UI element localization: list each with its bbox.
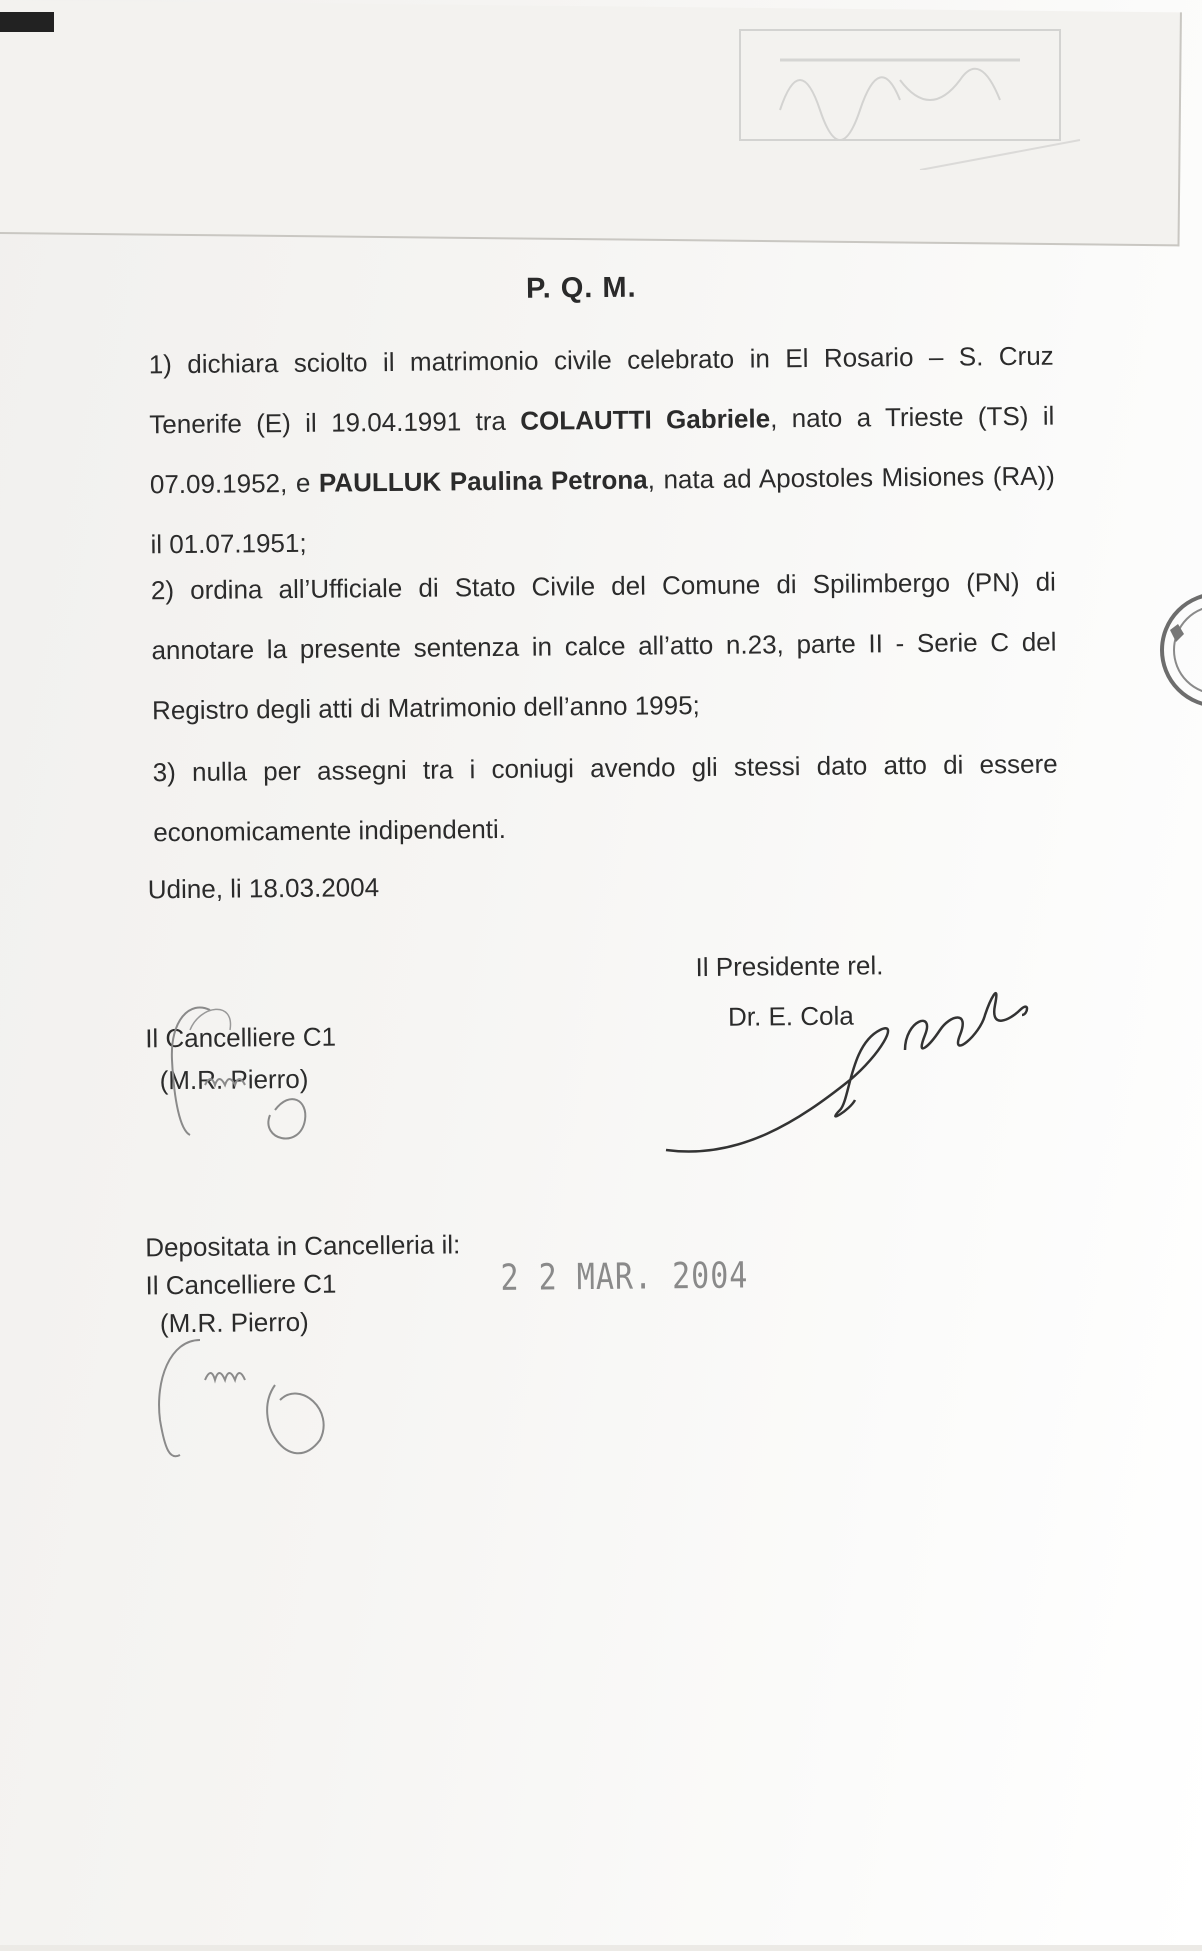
- page-title: P. Q. M.: [525, 271, 637, 305]
- chancellor-signature-icon: [150, 990, 330, 1150]
- paragraph-text: 1) dichiara sciolto il matrimonio civile celebrato in El Rosario – S. Cruz Tenerife (E) il 19.04.1991 tra: [148, 340, 1054, 440]
- paragraph-annotation-order: 2) ordina all’Ufficiale di Stato Civile del Comune di Spilimbergo (PN) di annotare la presente sentenza in calce all’atto n.23, parte II - Serie C del Registro degli atti di Matrimonio dell’anno 1995;: [150, 566, 1057, 726]
- place-date: Udine, li 18.03.2004: [147, 872, 380, 905]
- paragraph-text: , nato a Trieste (TS) il 07.09.1952, e: [149, 400, 1055, 500]
- paragraph-text: , nata ad Apostoles Misiones (RA)) il 01.07.1951;: [150, 460, 1056, 560]
- deposit-chancellor-title: Il Cancelliere C1: [145, 1268, 337, 1301]
- paragraph-no-alimony: 3) nulla per assegni tra i coniugi avendo gli stessi dato atto di essere economicamente indipendenti.: [152, 748, 1058, 848]
- president-name: Dr. E. Cola: [727, 1000, 854, 1032]
- deposit-label: Depositata in Cancelleria il:: [145, 1229, 461, 1263]
- president-title: Il Presidente rel.: [695, 950, 884, 983]
- chancellor-name: (M.R. Pierro): [159, 1063, 309, 1096]
- spouse-name-2: PAULLUK Paulina Petrona: [318, 464, 648, 498]
- deposit-date-stamp: 2 2 MAR. 2004: [500, 1255, 749, 1300]
- deposit-chancellor-name: (M.R. Pierro): [159, 1306, 309, 1339]
- deposit-signature-icon: [140, 1320, 340, 1490]
- paragraph-dissolution: [148, 326, 1055, 575]
- chancellor-title: Il Cancelliere C1: [145, 1021, 337, 1054]
- spouse-name-1: COLAUTTI Gabriele: [520, 403, 771, 436]
- president-signature-icon: [650, 960, 1050, 1170]
